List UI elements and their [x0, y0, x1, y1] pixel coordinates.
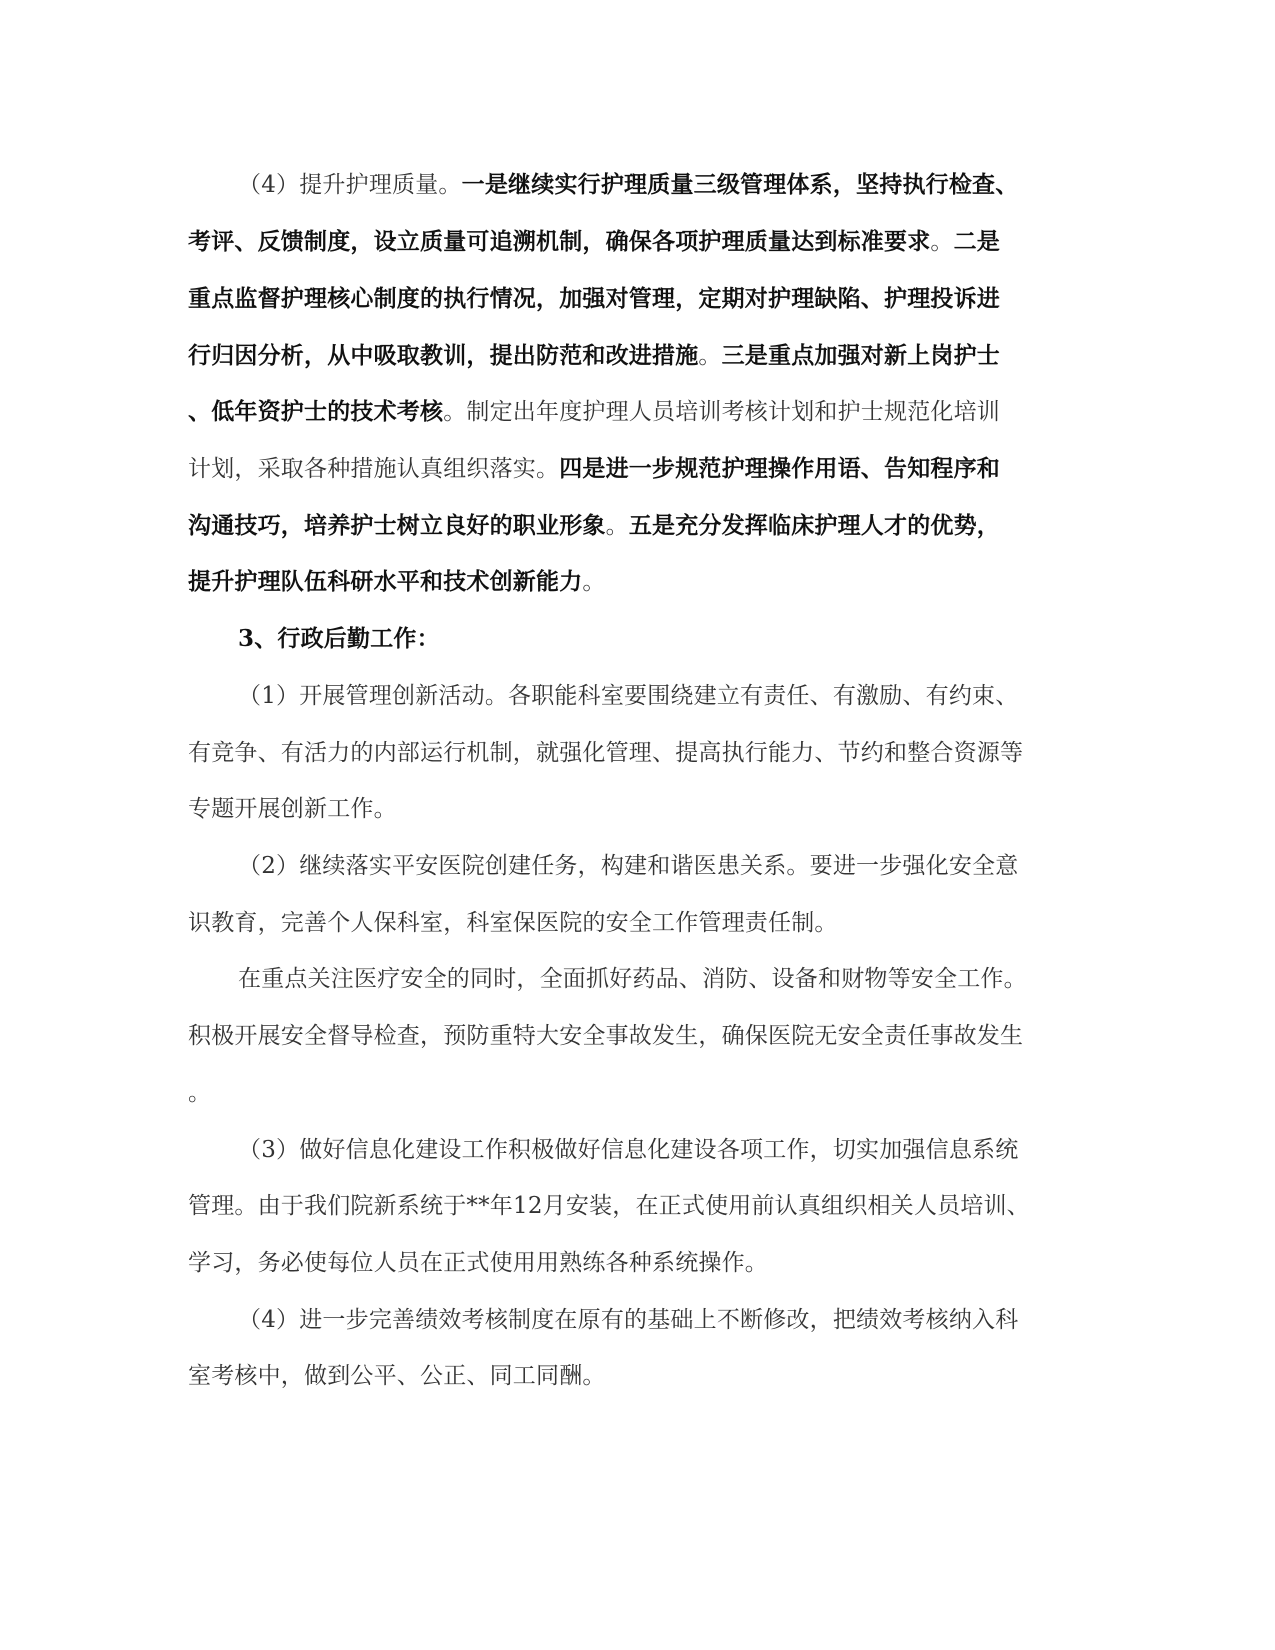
text-run: 学习，务必使每位人员在正式使用用熟练各种系统操作。	[188, 1250, 768, 1276]
text-run: 积极开展安全督导检查，预防重特大安全事故发生，确保医院无安全责任事故发生	[188, 1023, 1024, 1049]
bold-text-run: 考评、反馈制度，设立质量可追溯机制，确保各项护理质量达到标准要求	[188, 228, 931, 255]
text-run: （2）继续落实平安医院创建任务，构建和谐医患关系。要进一步强化安全意	[238, 853, 1019, 879]
section-heading	[238, 619, 440, 659]
paragraph-line	[188, 1356, 606, 1396]
paragraph-line	[188, 279, 1000, 319]
paragraph-line	[188, 506, 1000, 546]
paragraph-line	[238, 959, 1027, 999]
paragraph-line	[188, 222, 1000, 262]
bold-text-run: 一是继续实行护理质量三级管理体系，坚持执行检查、	[461, 171, 1019, 198]
text-run: 。	[930, 229, 954, 255]
bold-text-run: 三是重点加强对新上岗护士	[721, 342, 1001, 369]
text-run: 计划，采取各种措施认真组织落实。	[188, 456, 560, 482]
paragraph-line	[188, 392, 1000, 432]
text-run: 室考核中，做到公平、公正、同工同酬。	[188, 1363, 606, 1389]
paragraph-line	[238, 1130, 1018, 1170]
text-run: 。	[605, 513, 629, 539]
paragraph-line	[188, 562, 606, 602]
text-run: （3）做好信息化建设工作积极做好信息化建设各项工作，切实加强信息系统	[238, 1137, 1019, 1163]
bold-text-run: 五是充分发挥临床护理人才的优势，	[628, 512, 1001, 539]
text-run: 专题开展创新工作。	[188, 796, 397, 822]
paragraph-line	[238, 676, 1018, 716]
bold-text-run: 、低年资护士的技术考核	[188, 398, 444, 425]
bold-text-run: 二是	[953, 228, 1001, 255]
paragraph-line	[188, 1016, 1023, 1056]
bold-text-run: 四是进一步规范护理操作用语、告知程序和	[559, 455, 1001, 482]
text-run: 识教育，完善个人保科室，科室保医院的安全工作管理责任制。	[188, 910, 838, 936]
bold-text-run: 3、行政后勤工作：	[238, 625, 440, 652]
bold-text-run: 提升护理队伍科研水平和技术创新能力	[188, 568, 583, 595]
paragraph-line	[188, 1073, 211, 1113]
bold-text-run: 重点监督护理核心制度的执行情况，加强对管理，定期对护理缺陷、护理投诉进	[188, 285, 1000, 312]
text-run: 。	[698, 343, 722, 369]
text-run: 管理。由于我们院新系统于**年12月安装，在正式使用前认真组织相关人员培训、	[188, 1193, 1030, 1219]
text-run: （1）开展管理创新活动。各职能科室要围绕建立有责任、有激励、有约束、	[238, 683, 1019, 709]
paragraph-line	[188, 1186, 1030, 1226]
paragraph-line	[188, 903, 838, 943]
paragraph-line	[188, 336, 1000, 376]
paragraph-line	[188, 789, 397, 829]
text-run: （4）提升护理质量。	[238, 172, 462, 198]
paragraph-line	[238, 846, 1018, 886]
paragraph-line	[188, 1243, 768, 1283]
paragraph-line	[238, 1300, 1018, 1340]
text-run: 。制定出年度护理人员培训考核计划和护士规范化培训	[443, 399, 1001, 425]
text-run: 。	[188, 1080, 212, 1106]
text-run: 在重点关注医疗安全的同时，全面抓好药品、消防、设备和财物等安全工作。	[238, 966, 1027, 992]
bold-text-run: 沟通技巧，培养护士树立良好的职业形象	[188, 512, 606, 539]
paragraph-line	[188, 733, 1023, 773]
paragraph-line	[188, 449, 1000, 489]
bold-text-run: 行归因分析，从中吸取教训，提出防范和改进措施	[188, 342, 699, 369]
paragraph-line	[238, 165, 1018, 205]
text-run: 。	[582, 569, 606, 595]
text-run: 有竞争、有活力的内部运行机制，就强化管理、提高执行能力、节约和整合资源等	[188, 740, 1024, 766]
text-run: （4）进一步完善绩效考核制度在原有的基础上不断修改，把绩效考核纳入科	[238, 1307, 1019, 1333]
